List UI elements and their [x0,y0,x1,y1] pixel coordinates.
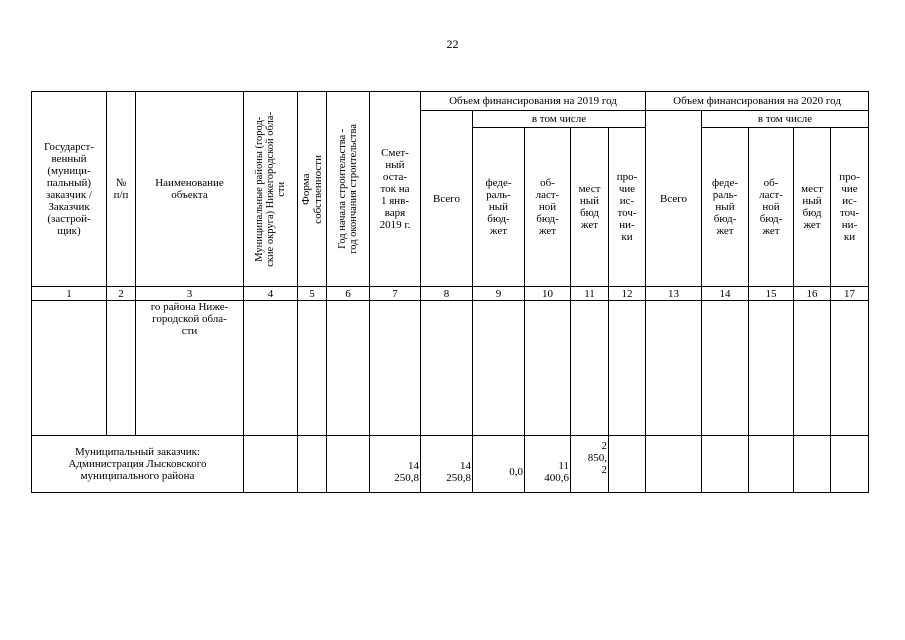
federal-2019-value: 0,0 [473,436,525,493]
col-num: 12 [609,287,646,301]
col-num: 7 [370,287,421,301]
column-numbers-row [32,287,869,301]
table-row [32,436,869,493]
header-incl-2020: в том числе [702,111,869,128]
col-num: 5 [298,287,327,301]
col-num: 3 [136,287,244,301]
header-total-2019: Всего [421,111,473,287]
header-total-2020: Всего [646,111,702,287]
header-ownership: Форма собственности [298,92,327,287]
header-local-2019: мест ный бюд жет [571,128,609,287]
table-row [32,301,869,436]
col-num: 1 [32,287,107,301]
col-num: 9 [473,287,525,301]
customer-cell: Муниципальный заказчик: Администрация Лысковского муниципального района [32,436,244,493]
col-num: 2 [107,287,136,301]
header-other-2020: про- чие ис- точ- ни- ки [831,128,869,287]
header-customer: Государст- венный (муници- пальный) заказчик / Заказчик (застрой- щик) [32,92,107,287]
col-num: 14 [702,287,749,301]
col-num: 11 [571,287,609,301]
header-other-2019: про- чие ис- точ- ни- ки [609,128,646,287]
object-name-continued: го района Ниже- городской обла- сти [136,301,244,436]
header-name: Наименование объекта [136,92,244,287]
col-num: 16 [794,287,831,301]
col-num: 6 [327,287,370,301]
regional-2019-value: 11 400,6 [525,436,571,493]
header-num: № п/п [107,92,136,287]
header-district: Муниципальные районы (город- ские округа) Нижегородской обла- сти [244,92,298,287]
page-number: 22 [446,37,459,51]
col-num: 17 [831,287,869,301]
balance-value: 14 250,8 [370,436,421,493]
financing-table [31,91,869,493]
col-num: 10 [525,287,571,301]
header-fin-2020: Объем финансирования на 2020 год [646,92,869,111]
header-regional-2020: об- ласт- ной бюд- жет [749,128,794,287]
local-2019-value: 2 850, 2 [571,436,609,493]
header-balance: Смет- ный оста- ток на 1 янв- варя 2019 г. [370,92,421,287]
header-federal-2020: феде- раль- ный бюд- жет [702,128,749,287]
header-regional-2019: об- ласт- ной бюд- жет [525,128,571,287]
header-federal-2019: феде- раль- ный бюд- жет [473,128,525,287]
header-years: Год начала строительства - год окончания строительства [327,92,370,287]
total-2019-value: 14 250,8 [421,436,473,493]
header-local-2020: мест ный бюд жет [794,128,831,287]
header-incl-2019: в том числе [473,111,646,128]
header-fin-2019: Объем финансирования на 2019 год [421,92,646,111]
col-num: 8 [421,287,473,301]
col-num: 4 [244,287,298,301]
col-num: 13 [646,287,702,301]
col-num: 15 [749,287,794,301]
